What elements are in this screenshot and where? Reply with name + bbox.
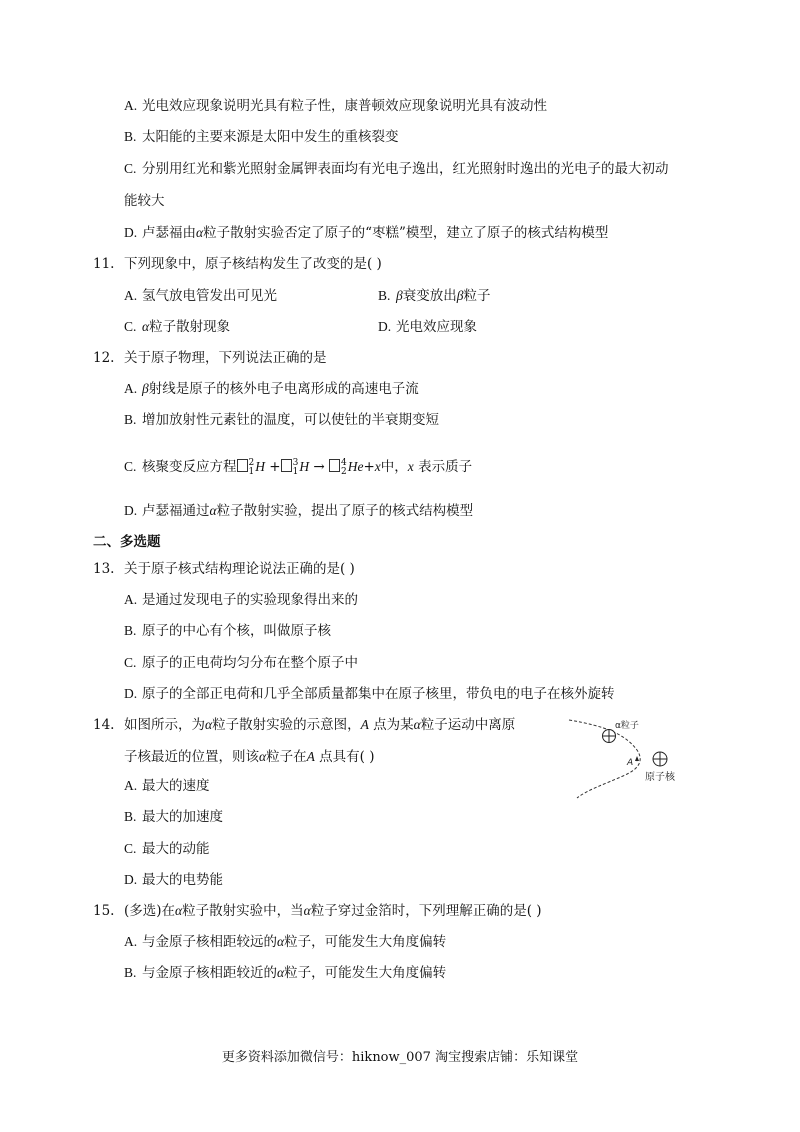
q10-option-b: B. 太阳能的主要来源是太阳中发生的重核裂变 [124,129,399,145]
q11-option-d: D. 光电效应现象 [378,319,477,335]
q11-option-a: A. 氢气放电管发出可见光 [124,288,277,304]
q11-stem: 11. 下列现象中，原子核结构发生了改变的是( ) [93,256,382,272]
section-title-multiple-choice: 二、多选题 [93,534,161,550]
q10-option-a: A. 光电效应现象说明光具有粒子性，康普顿效应现象说明光具有波动性 [124,98,547,114]
q12-option-d: D. 卢瑟福通过α粒子散射实验，提出了原子的核式结构模型 [124,503,474,519]
q12-option-b: B. 增加放射性元素钍的温度，可以使钍的半衰期变短 [124,412,439,428]
alpha-scattering-figure [565,712,695,802]
q12-option-c: C. 核聚变反应方程 2 1 H + 3 1 H → 4 2 He+x中，x 表示质子 [124,457,473,477]
q14-option-a: A. 最大的速度 [124,778,210,794]
q11-option-c: C. α粒子散射现象 [124,319,231,335]
q14-option-d: D. 最大的电势能 [124,872,223,888]
q10-option-c-continued: 能较大 [124,193,165,209]
q13-option-b: B. 原子的中心有个核，叫做原子核 [124,623,331,639]
q14-option-b: B. 最大的加速度 [124,809,223,825]
q10-option-c: C. 分别用红光和紫光照射金属钾表面均有光电子逸出，红光照射时逸出的光电子的最大初动 [124,161,669,177]
nuclear-equation: 2 1 H + 3 1 H → 4 2 He+x [237,459,381,475]
point-a-label: A [627,758,634,768]
q12-option-a: A. β射线是原子的核外电子电离形成的高速电子流 [124,381,419,397]
q13-stem: 13. 关于原子核式结构理论说法正确的是( ) [93,561,355,577]
q10-option-d: D. 卢瑟福由α粒子散射实验否定了原子的“枣糕”模型，建立了原子的核式结构模型 [124,225,609,241]
nucleus-label: 原子核 [645,772,675,783]
q13-option-c: C. 原子的正电荷均匀分布在整个原子中 [124,655,358,671]
nucleus-icon [653,752,667,766]
q11-option-b: B. β衰变放出β粒子 [378,288,491,304]
q15-option-a: A. 与金原子核相距较远的α粒子，可能发生大角度偏转 [124,934,447,950]
alpha-particle-label: α粒子 [615,721,639,731]
q13-option-d: D. 原子的全部正电荷和几乎全部质量都集中在原子核里，带负电的电子在核外旋转 [124,686,615,702]
q13-option-a: A. 是通过发现电子的实验现象得出来的 [124,592,358,608]
q15-option-b: B. 与金原子核相距较近的α粒子，可能发生大角度偏转 [124,965,447,981]
alpha-particle-icon [603,730,616,743]
q14-stem-line2: 子核最近的位置，则该α粒子在A 点具有( ) [124,749,375,765]
q14-option-c: C. 最大的动能 [124,841,210,857]
q15-stem: 15. (多选)在α粒子散射实验中，当α粒子穿过金箔时，下列理解正确的是( ) [93,903,542,919]
q12-stem: 12. 关于原子物理，下列说法正确的是 [93,350,327,366]
footer-contact: 更多资料添加微信号：hiknow_007 淘宝搜索店铺：乐知课堂 [221,1050,579,1065]
q14-stem-line1: 14. 如图所示，为α粒子散射实验的示意图，A 点为某α粒子运动中离原 [93,717,516,733]
